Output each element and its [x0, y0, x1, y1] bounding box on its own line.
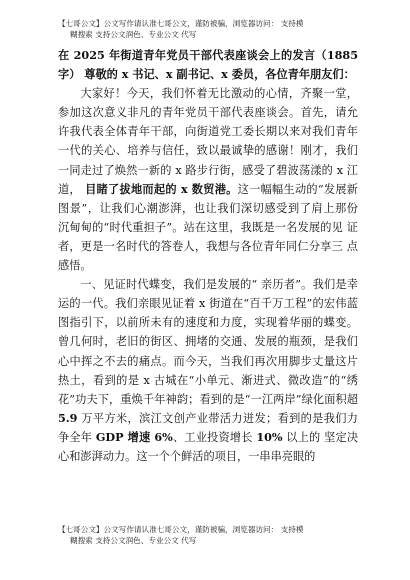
header-line-1: 【七哥公文】公文写作请认准七哥公文，谨防被骗，浏览器访问： 支持模: [58, 19, 304, 28]
page-header: [58, 18, 388, 40]
gdp-growth-value: 6%: [150, 429, 173, 444]
opening-text-bold: 目睹了拔地而起的 x 数贸港。: [80, 181, 238, 196]
gdp-label: GDP 增速: [95, 429, 151, 444]
paragraph-section-one: [58, 275, 358, 466]
section-one-text-b: 万平方米，滨江文创产业带活力迸发；看到的是我们力争全年: [58, 411, 358, 444]
document-body: [58, 46, 358, 466]
title-text: 在 2025 年街道青年党员干部代表座谈会上的发言（1885: [58, 48, 358, 62]
salutation-text: 字） 尊敬的 x 书记、x 副书记、x 委员，各位青年朋友们：: [58, 67, 355, 82]
page-footer: [58, 524, 388, 546]
opening-text-a: 大家好！今天，我们怀着无比激动的心情，齐聚一堂，参加这次意义非凡的青年党员干部代表座谈会。首先，请允许我代表全体青年干部，向街道党工委长期以来对我们青年一代的关心、培养与信任，致以最诚挚的感谢！刚才，我们一同走过了焕然一新的 x 路步行街，感受了碧波荡漾的 x 江 道，: [58, 87, 358, 196]
section-one-text-d: 以上的 坚定决心和澎湃动力。这一个个鲜活的项目，一串串亮眼的: [58, 430, 359, 463]
section-one-text-a: 一、见证时代蝶变，我们是发展的“ 亲历者”。我们是幸运的一代。我们亲眼见证着 x 街道在“百千万工程”的宏伟蓝图指引下，以前所未有的速度和力度，实现着华丽的蝶变。曾几何时，老旧的街区、拥堵的交通、发展的瓶颈，是我们心中挥之不去的痛点。而今天，当我们再次用脚步丈量这片热土，看到的是 x 古城在“小单元、渐进式、微改造”的“绣花”功夫下，重焕千年神韵；看到的是“一江两岸”绿化面积超: [58, 278, 358, 406]
paragraph-opening: [58, 84, 358, 275]
opening-text-c: 这一幅幅生动的“发展新 图景”，让我们心潮澎湃，也让我们深切感受到了肩上那份 沉甸甸的“时代重担子”。站在这里，我既是一名发展的见 证者，更是一名时代的答卷人，我想与各位青年同仁分享三 点感悟。: [58, 182, 358, 273]
section-one-text-c: 、工业投资增长: [172, 430, 257, 444]
investment-growth-value: 10%: [256, 429, 283, 444]
footer-line-2: 糊搜索 支持公文润色、专业公文 代写: [70, 536, 197, 545]
greening-area-value: 5.9: [58, 410, 78, 425]
speech-title: [58, 46, 358, 84]
header-line-2: 糊搜索 支持公文润色、专业公文 代写: [70, 30, 197, 39]
footer-line-1: 【七哥公文】公文写作请认准七哥公文，谨防被骗，浏览器访问： 支持模: [58, 525, 304, 534]
